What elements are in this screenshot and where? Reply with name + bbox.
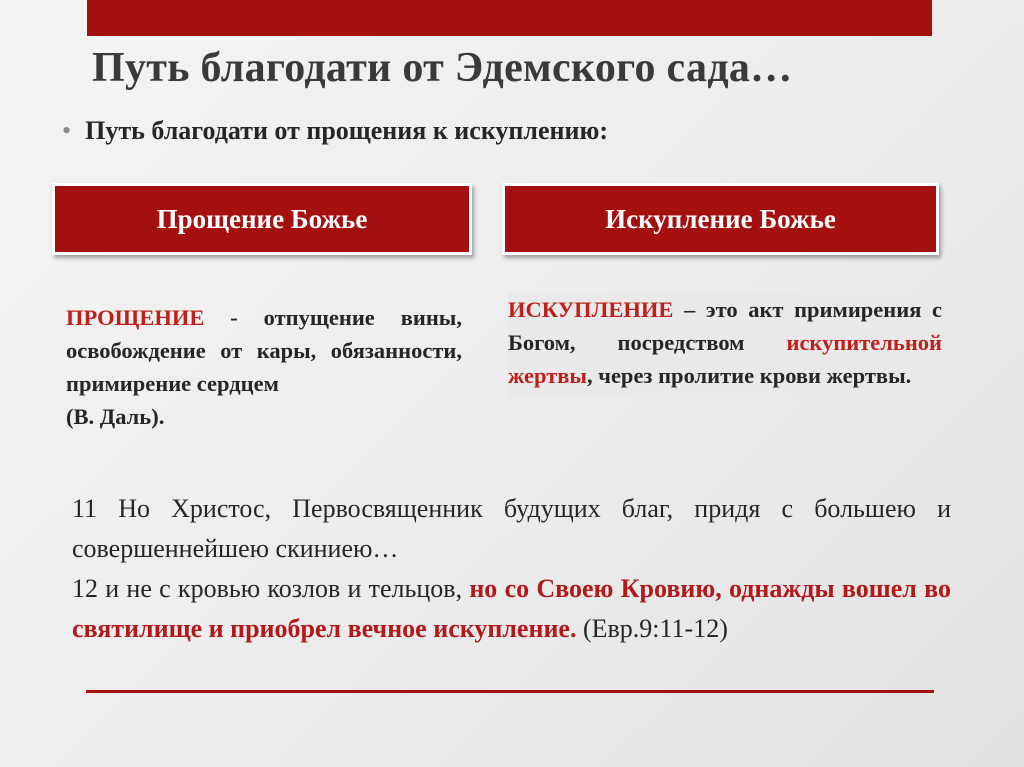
redemption-text-after: , через пролитие крови жертвы. [587,363,912,388]
slide-title: Путь благодати от Эдемского сада… [92,45,793,91]
redemption-term: ИСКУПЛЕНИЕ [508,297,674,322]
forgiveness-box [52,183,472,255]
redemption-box [502,183,939,255]
redemption-definition [508,293,942,398]
verse-12-emphasis: но со Своею Кровию, однажды вошел во святилище и приобрел вечное искупление. [72,574,951,643]
forgiveness-box-label: Прощение Божье [156,203,368,234]
verse-12-start: 12 и не с кровью козлов и тельцов, [72,574,470,603]
redemption-box-label: Искупление Божье [605,203,836,234]
forgiveness-term: ПРОЩЕНИЕ [66,305,205,330]
redemption-text-before: – это акт примирения с Богом, посредством [508,297,942,355]
bullet-marker: • [62,116,72,145]
scripture-quote [72,489,951,649]
forgiveness-source: (В. Даль). [66,404,165,429]
bottom-accent-line [86,690,934,693]
bullet-subtitle [62,116,608,146]
forgiveness-definition [66,301,462,433]
scripture-reference: (Евр.9:11-12) [576,614,728,643]
verse-11: 11 Но Христос, Первосвященник будущих благ, придя с большею и совершеннейшею скиниею… [72,494,951,563]
forgiveness-text: - отпущение вины, освобождение от кары, обязанности, примирение сердцем [66,305,462,396]
redemption-highlight: искупительной жертвы [508,330,942,388]
bullet-text: Путь благодати от прощения к искуплению: [85,116,609,145]
top-accent-bar [87,0,932,36]
